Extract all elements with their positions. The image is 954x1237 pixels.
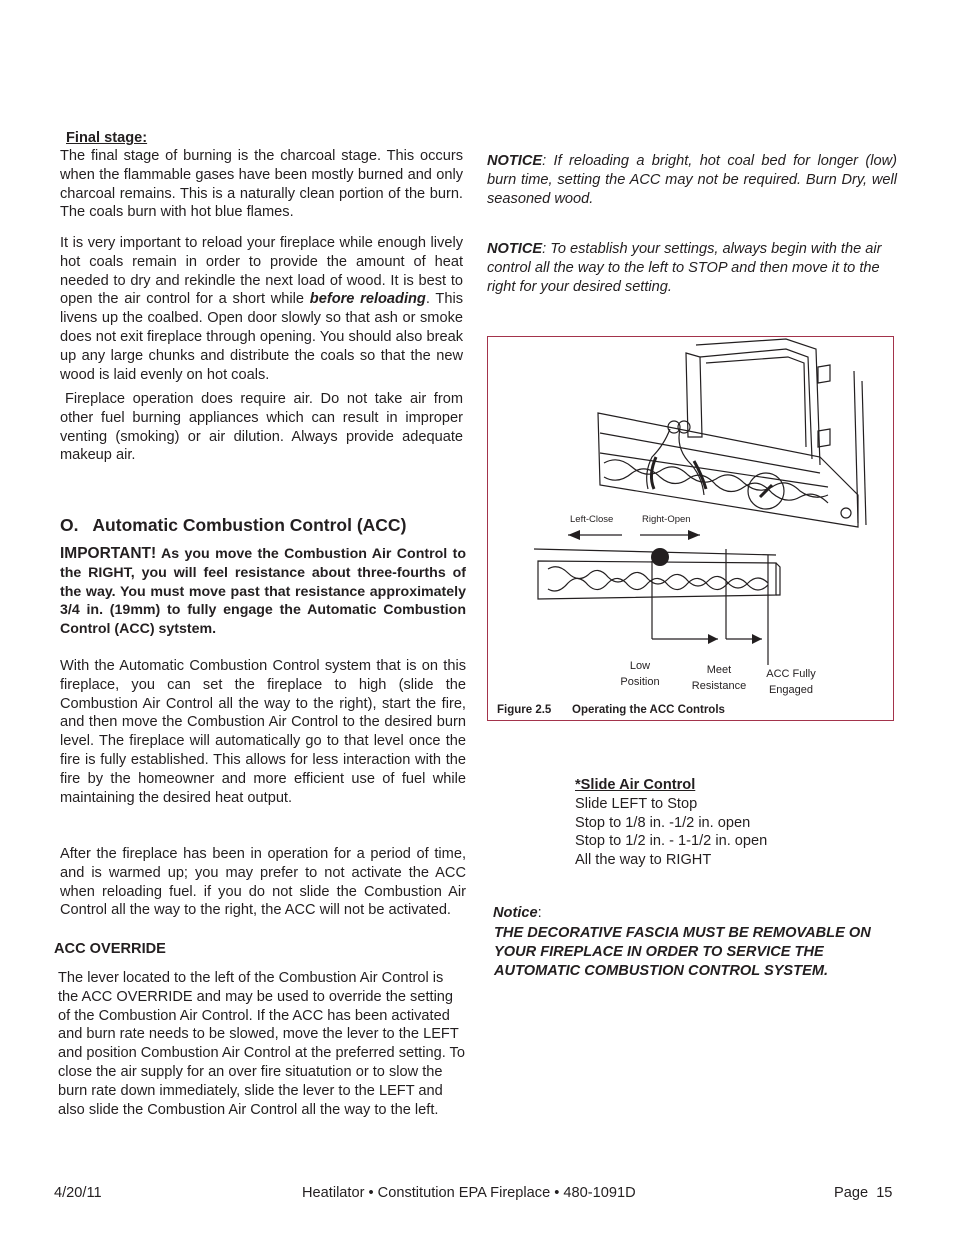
acc-fully-engaged-label [752,667,830,697]
figure-acc-controls [487,336,894,721]
low-position-line1: Low [629,660,651,672]
notice-colon: : [537,905,542,921]
fascia-notice-label [493,904,542,923]
footer-date: 4/20/11 [54,1185,102,1201]
reload-emphasis: before reloading [309,291,426,308]
reload-text-end: . This livens up the coalbed. Open door slowly so that ash or smoke does not exit fireplace through opening. You should also break up any large chunks and distribute the coals so that the new wood is laid evenly on hot coals. [60,291,463,383]
notice-settings [487,240,897,296]
footer-page-number: Page 15 [834,1185,893,1201]
fascia-notice-text: THE DECORATIVE FASCIA MUST BE REMOVABLE ON YOUR FIREPLACE IN ORDER TO SERVICE THE AUTOMATIC COMBUSTION CONTROL SYSTEM. [494,925,871,979]
slide-line-3: Stop to 1/2 in. - 1-1/2 in. open [575,833,768,850]
figure-caption-number: Figure 2.5 [497,704,552,716]
acc-fully-line1: ACC Fully [766,668,816,680]
acc-override-heading: ACC OVERRIDE [54,941,166,957]
important-text: As you move the Combustion Air Control to the RIGHT, you will feel resistance about three-fourths of the way. You must move past that resistance approximately 3/4 in. (19mm) to fully engage the Automatic Combustion Control (ACC) sytstem. [60,546,466,638]
notice-text: : If reloading a bright, hot coal bed for longer (low) burn time, setting the ACC may not be required. Burn Dry, well seasoned wood. [487,153,897,207]
slide-line-1: Slide LEFT to Stop [575,795,698,812]
meet-resistance-label [678,663,760,693]
notice-reloading [487,152,897,208]
meet-resistance-line2: Resistance [691,680,747,692]
notice-label: Notice [493,905,538,921]
acc-section-heading: O. Automatic Combustion Control (ACC) [60,515,407,535]
important-notice [60,545,466,639]
notice-label: NOTICE [487,241,543,257]
air-supply-paragraph: Fireplace operation does require air. Do not take air from other fuel burning appliances which can result in improper venting (smoking) or air dilution. Always provide adequate makeup air. [60,391,463,464]
notice-label: NOTICE [487,153,543,169]
left-close-label: Left-Close [570,514,614,525]
figure-caption-text: Operating the ACC Controls [572,704,725,716]
reload-text-start: It is very important to reload your fireplace while enough lively hot coals remain in order to provide the amount of heat needed to dry and rekindle the next load of wood. It is best to open the air control for a short while [60,235,463,308]
slide-air-control [575,776,767,870]
reload-paragraph [60,234,463,384]
acc-warmed-paragraph: After the fireplace has been in operation for a period of time, and is warmed up; you may prefer to not activate the ACC when reloading fuel. if you do not slide the Combustion Air Control all the way to the right, the ACC will not be activated. [60,846,466,919]
slide-air-control-heading: *Slide Air Control [575,777,696,793]
acc-override-paragraph: The lever located to the left of the Combustion Air Control is the ACC OVERRIDE and may be used to override the setting of the Combustion Air Control. If the ACC has been activated and burn rate needs to be slowed, move the lever to the LEFT and position Combustion Air Control at the preferred setting. To close the air supply for an over fire situatution or to slow the burn rate down immediately, slide the lever to the LEFT and also slide the Combustion Air Control all the way to the left. [58,970,465,1118]
meet-resistance-line1: Meet [706,664,732,676]
right-open-label: Right-Open [642,514,691,525]
important-label: IMPORTANT! [60,545,157,562]
footer-document-title: Heatilator • Constitution EPA Fireplace • 480-1091D [302,1185,636,1201]
final-stage-paragraph: The final stage of burning is the charcoal stage. This occurs when the flammable gases have been mostly burned and only charcoal remains. This is a naturally clean portion of the burn. The coals burn with hot blue flames. [60,148,463,221]
slide-line-2: Stop to 1/8 in. -1/2 in. open [575,814,751,831]
low-position-label [600,659,680,689]
slide-line-4: All the way to RIGHT [575,852,712,869]
final-stage-heading: Final stage: [66,130,148,146]
notice-text: : To establish your settings, always begin with the air control all the way to the left to STOP and then move it to the right for your desired setting. [487,241,882,295]
acc-fully-line2: Engaged [768,684,814,696]
acc-illustration [488,337,892,719]
acc-description-paragraph: With the Automatic Combustion Control system that is on this fireplace, you can set the fireplace to high (slide the Combustion Air Control all the way to the right), start the fire, and then move the Combustion Air Control to the desired burn level. The fireplace will automatically go to that level once the fire is fully established. This allows for less interaction with the fire by the homeowner and more efficient use of fuel while maintaining the desired heat output. [60,658,466,806]
low-position-line2: Position [620,676,660,688]
